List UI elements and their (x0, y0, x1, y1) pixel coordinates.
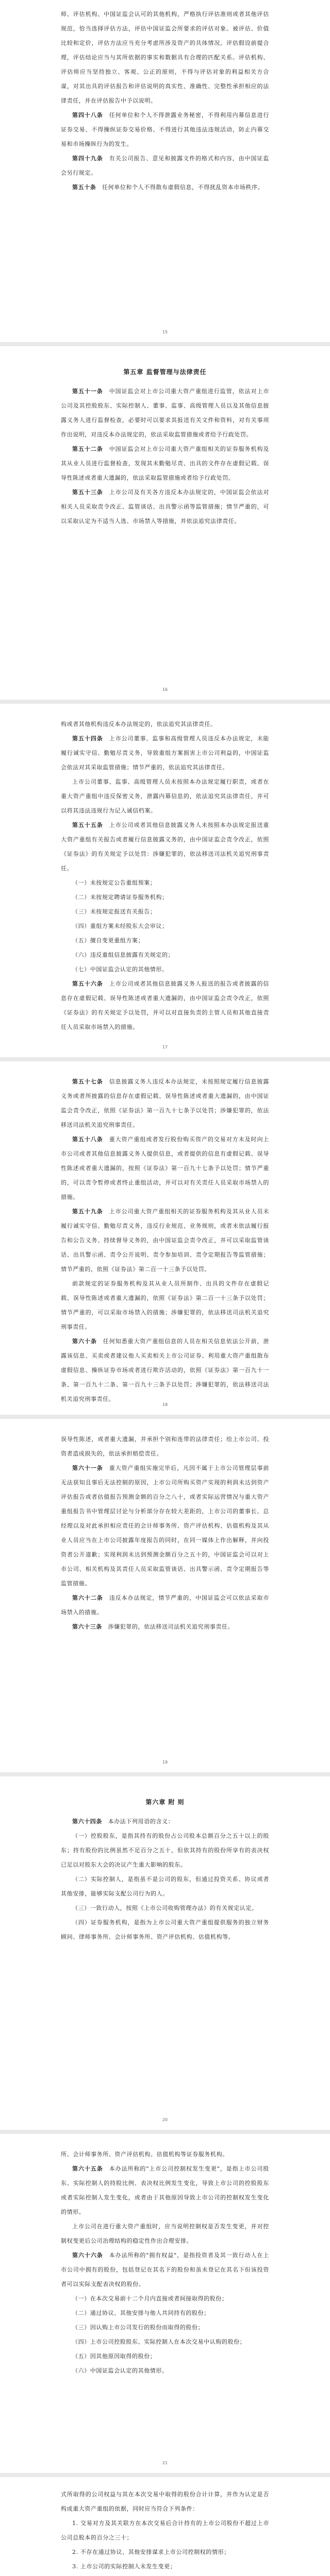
article-text: 本办法所称的"上市公司控制权发生变更"，是指上市公司股东、实际控制人的持股比例、表决权比例发生变化，导致上市公司的控股股东或者实际控制人发生变化，或者由于其他原因导致上市公司的控制权发生变化的情形。 (61, 2165, 269, 2215)
article (61, 1334, 269, 1406)
article-label: 第五十五条 (72, 822, 103, 828)
page-18 (0, 1075, 330, 1406)
article-label: 第六十六条 (72, 2252, 103, 2259)
article (61, 485, 269, 529)
article-text: 本办法所称的"拥有权益"，是指投资者及其一致行动人在上市公司中拥有的股份，包括登记在其名下的股份和虽未登记在其名下但该投资者可以实际支配表决权的股份。 (61, 2252, 269, 2287)
article-label: 第五十七条 (72, 1078, 103, 1085)
article-text: 上市公司董事、监事和高级管理人员违反本办法规定，未能履行诚实守信、勤勉尽责义务，导致重组方案损害上市公司利益的，中国证监会依法对其采取监管措施；情节严重的，依法追究其法律责任。 (61, 735, 269, 771)
page-17 (0, 717, 330, 1035)
page-separator (0, 2473, 330, 2477)
article (61, 151, 269, 180)
article-text: 重大资产重组或者发行股份购买资产的交易对方未及时向上市公司或者其他信息披露义务人提供信息，或者提供的信息有虚假记载、误导性陈述或者重大遗漏的，按照《证券法》第一百九十七条予以处罚；情节严重的，可以责令暂停或者终止重组活动，并可以对有关责任人员采取市场禁入的措施。 (61, 1136, 269, 1200)
paragraph: 式所取得的公司权益与其在本次交易中取得的股份合计计算，并作为认定是否构成重大资产重组的依据，同时应当符合下列条件： (61, 2491, 269, 2512)
article-text: 中国证监会对上市公司重大资产重组相关的证券服务机构及其从业人员进行监督检查，发现其未勤勉尽责、出具的文件存在虚假记载、误导性陈述或者重大遗漏的，依法采取监管措施或者给予行政处罚。 (61, 446, 269, 481)
paragraph: 构或者其他机构违反本办法规定的，依法追究其法律责任。 (61, 721, 217, 727)
page-22 (0, 2487, 330, 2576)
list-item: （五）擅自变更重组方案； (72, 937, 144, 944)
list-item: （二）通过协议、其他安排与他人共同持有的股份； (72, 2310, 210, 2316)
list-item: （三）因认购上市公司发行的股份而取得的股份； (72, 2324, 204, 2331)
list-item: （四）重组方案未经股东大会审议； (72, 923, 168, 929)
article-text: 上市公司及有关各方违反本办法规定的，中国证监会依法对相关人员采取责令改正、监管谈话、出具警示函等监管措施；情节严重的，可以采取认定为不适当人选、市场禁入等措施，并依法追究法律责任。 (61, 489, 269, 524)
page-number: 17 (162, 1045, 168, 1049)
list-item (61, 2574, 269, 2576)
article-label: 第五十六条 (72, 980, 103, 987)
article-text: 任何单位和个人不得泄露业务秘密，不得利用内幕信息进行证券交易、不得操纵证券交易价格、不得进行其他违法违规活动，防止内幕交易和市场操纵行为的发生。 (61, 112, 269, 147)
article (61, 732, 269, 775)
article-text: 任何知悉重大资产重组信息的人员在相关信息依法公开前，泄露该信息、买卖或者建议他人买卖相关上市公司证券、利用重大资产重组散布虚假信息、操纵证券市场或者进行欺诈活动的，依照《证券法》第一百九十一条、第一百九十二条、第一百九十三条予以处罚；涉嫌犯罪的，依法移送司法机关追究刑事责任。 (61, 1338, 269, 1402)
list-item: 1. 交易对方及其关联方在本次交易后合计持有的上市公司股份不超过上市公司总股本的百分之三十； (61, 2520, 269, 2541)
paragraph: 所、会计师事务所、资产评估机构、估值机构等证券服务机构。 (61, 2151, 228, 2158)
article (61, 818, 269, 876)
page-number: 20 (162, 2117, 168, 2122)
article-label: 第六十条 (72, 1338, 97, 1345)
page-number: 18 (162, 1402, 168, 1407)
article-text: 违反本办法规定，情节严重的，中国证监会可以依法采取市场禁入的措施。 (61, 1595, 269, 1616)
article-label: 第五十三条 (72, 489, 103, 496)
list-item: （四）证券服务机构，是指为上市公司重大资产重组提供服务的独立财务顾问、律师事务所、会计师事务所、资产评估机构、估值机构等。 (61, 1919, 269, 1940)
page-20 (0, 1791, 330, 1944)
page-21 (0, 2147, 330, 2378)
article (61, 1461, 269, 1591)
article-text: 上市公司或者其他信息披露义务人报送的报告或者披露的信息存在虚假记载、误导性陈述或者重大遗漏的，由中国证监会责令改正，依照《证券法》的有关规定予以处罚，并可以对直接负责的主管人员和其他直接责任人员采取市场禁入的措施。 (61, 980, 269, 1030)
article-label: 第五十二条 (72, 446, 103, 452)
list-item: （一）在本次交易前十二个月内直接或者间接取得的股份； (72, 2295, 228, 2302)
article-label: 第四十九条 (72, 155, 103, 162)
article (61, 1591, 269, 1620)
list-item: （四）上市公司控股股东、实际控制人在本次交易中认购的股份； (72, 2338, 246, 2345)
paragraph: 师、评估机构、中国证监会认可的其他机构，严格执行评估准则或者其他评估规范，恰当选择评估方法，评估中国证监会所要求的评估对象。被评估、价值比较和定价，评估方法应当充分考虑所涉及资产的具体情况。评估假设前提合理，评估结论应当与其所依据的事实和数据具有合理的匹配关系。评估机构、评估师应当坚持独立、客观、公正的原则，不得与评估对象的利益相关方合谋，对其出具的评估报告和评估说明的真实性、准确性、完整性承担相应的法律责任，并在评估报告中予以说明。 (61, 11, 269, 104)
page-separator (0, 2130, 330, 2134)
list-item: （三）未按规定报送有关报告； (72, 908, 156, 915)
list-item: （六）违反重组信息披露有关规定的； (72, 952, 174, 958)
article-label: 第六十一条 (72, 1465, 103, 1471)
page-number: 21 (162, 2461, 168, 2465)
list-item: （七）中国证监会认定的其他情形。 (72, 966, 168, 973)
article (61, 180, 269, 195)
article-label: 第五十四条 (72, 735, 103, 742)
article-text: 上市公司重大资产重组相关的证券服务机构及其从业人员未履行诚实守信、勤勉尽责义务，违反行业规范、业务规则，或者未依法履行报告和公告义务、持续督导义务的，由中国证监会责令改正，并可以采取监管谈话、出具警示函、责令公开说明、责令参加培训、责令定期报告等监管措施；情节严重的，依照《证券法》第二百一十三条予以处罚。 (61, 1208, 269, 1273)
page-16 (0, 361, 330, 529)
article (61, 2248, 269, 2292)
paragraph: 上市公司在进行重大资产重组时，应当说明控制权是否发生变更，并对控制权变更后公司治理结构的稳定性作出合理安排。 (61, 2223, 269, 2244)
list-item: （二）未按规定聘请证券服务机构； (72, 894, 168, 901)
article-text: 任何单位和个人不得散布虚假信息，不得扰乱资本市场秩序。 (102, 184, 264, 191)
chapter-title: 第六章 附 则 (145, 1799, 185, 1806)
article (61, 442, 269, 485)
article-text: 涉嫌犯罪的，依法移送司法机关追究刑事责任。 (108, 1623, 234, 1630)
article-text: 本办法下列用语的含义： (108, 1818, 174, 1825)
page-15 (0, 7, 330, 195)
article-label: 第五十一条 (72, 388, 103, 395)
article-label: 第四十八条 (72, 112, 103, 118)
list-item: （二）实际控制人，是指虽不是公司的股东，但通过投资关系、协议或者其他安排，能够实际支配公司行为的人。 (61, 1876, 269, 1897)
article (61, 2162, 269, 2219)
article (61, 1132, 269, 1205)
article-text: 有关公司报告、意见和披露文件的格式和内容，由中国证监会另行规定。 (61, 155, 269, 176)
page-number: 15 (162, 330, 168, 334)
page-separator (0, 1772, 330, 1776)
page-number: 16 (162, 687, 168, 692)
article-text: 信息披露义务人违反本办法规定，未按照规定履行信息披露义务或者所披露的信息存在虚假记载、误导性陈述或者重大遗漏的，由中国证监会责令改正，依照《证券法》第一百九十七条予以处罚；涉嫌犯罪的，依法移送司法机关追究刑事责任。 (61, 1078, 269, 1128)
paragraph: 上市公司董事、监事、高级管理人员未按照本办法规定履行职责，或者在重大资产重组中违反保密义务，泄露内幕信息的，依法追究其法律责任，并可以将其违法违规行为记入诚信档案。 (61, 778, 269, 814)
list-item: （六）中国证监会认定的其他情形。 (72, 2367, 168, 2374)
page-separator (0, 1057, 330, 1061)
article-text: 上市公司或者其他信息披露义务人未按照本办法规定报送重大资产重组有关报告或者履行信息披露义务的，由中国证监会责令改正，依照《证券法》的有关规定予以处罚：涉嫌犯罪的，依法移送司法机关追究刑事责任。 (61, 822, 269, 872)
list-item: 3. 上市公司的实际控制人未发生变更； (72, 2563, 176, 2570)
chapter-title: 第五章 监督管理与法律责任 (123, 368, 207, 376)
article-text: 中国证监会对上市公司重大资产重组进行监管，依法对上市公司及其控股股东、实际控制人、董事、监事、高级管理人员以及其他信息披露义务人进行监督检查，必要时可以要求其报送有关文件和资料，对有关事项作出说明，对违反本办法规定的，依法采取监管措施或者给予行政处罚。 (61, 388, 269, 438)
list-item: （一）未按规定公告重组预案； (72, 879, 156, 886)
article (61, 977, 269, 1035)
article (61, 1205, 269, 1277)
page-separator (0, 1415, 330, 1419)
list-item: （三）一致行动人，按照《上市公司收购管理办法》的有关规定认定。 (72, 1905, 258, 1911)
paragraph: 前款规定的证券服务机构及其从业人员所制作、出具的文件存在虚假记载、误导性陈述或者重大遗漏的，依照《证券法》第二百一十三条予以处罚；情节严重的，可以采取市场禁入的措施；涉嫌犯罪的，依法移送司法机关追究刑事责任。 (61, 1280, 269, 1330)
article (61, 1075, 269, 1132)
paragraph: 误导性陈述，或者重大遗漏，并承担个别和连带的法律责任；给上市公司、投资者造成损失的，依法承担赔偿责任。 (61, 1436, 269, 1457)
article (61, 108, 269, 151)
article-label: 第五十九条 (72, 1208, 103, 1215)
article-label: 第六十三条 (72, 1623, 102, 1630)
page-19 (0, 1432, 330, 1634)
article (61, 1620, 269, 1634)
article (61, 1815, 269, 1829)
article-label: 第六十二条 (72, 1595, 103, 1601)
list-item: （一）控股股东，是指其持有的股份占公司股本总额百分之五十以上的股东；持有股份的比例虽然不足百分之五十，但依其持有的股份所享有的表决权已足以对股东大会的决议产生重大影响的股东。 (61, 1833, 269, 1868)
page-separator (0, 342, 330, 346)
article-label: 第六十五条 (72, 2165, 103, 2172)
page-separator (0, 700, 330, 704)
article-label: 第五十八条 (72, 1136, 103, 1143)
article-label: 第五十条 (72, 184, 96, 191)
page-number: 19 (162, 1760, 168, 1765)
list-item: 2. 不存在通过协议、其他安排谋求上市公司控制权的情形； (72, 2549, 230, 2555)
article-label: 第六十四条 (72, 1818, 102, 1825)
article (61, 384, 269, 442)
list-item: （五）因其他原因取得的股份； (72, 2353, 156, 2360)
article-text: 重大资产重组实施完毕后，凡因不属于上市公司管理层事前无法获知且事后无法控制的原因，上市公司所购买资产实现的利润未达到资产评估报告或者估值报告预测金额的百分之八十，或者实际运营情况与重大资产重组报告书中管理层讨论与分析部分存在较大差距的，上市公司的董事长、总经理以及对此承担相应责任的会计师事务所、资产评估机构、估值机构及其从业人员应当在上市公司披露年度报告的同时，在同一媒体上作出解释，并向投资者公开道歉；实现利润未达到预测金额百分之五十的，中国证监会可以对上市公司、相关机构及其责任人员采取监管谈话、出具警示函、责令定期报告等监管措施。 (61, 1465, 269, 1587)
